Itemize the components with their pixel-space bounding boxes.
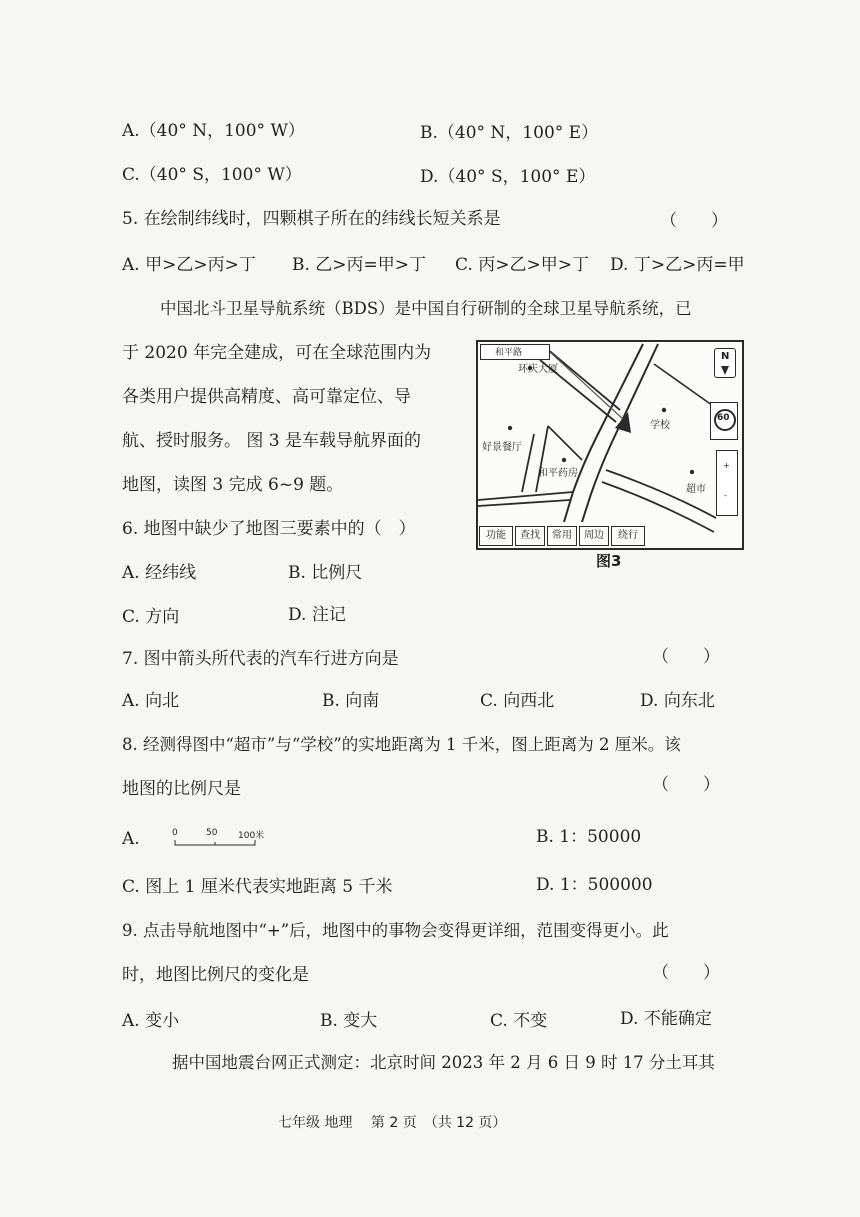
bds-intro-line-1: 中国北斗卫星导航系统（BDS）是中国自行研制的全球卫星导航系统，已 — [160, 299, 692, 318]
place-label-pharmacy: 和平药房 — [538, 468, 578, 479]
figure-3-caption: 图3 — [596, 552, 622, 570]
zoom-in-button[interactable]: + — [723, 461, 730, 470]
q8-answer-paren: （ ） — [652, 775, 720, 795]
q5-answer-paren: （ ） — [660, 211, 728, 231]
place-label-supermarket: 超市 — [686, 484, 706, 495]
q9-option-a: A. 变小 — [122, 1011, 180, 1031]
scale-label-50: 50 — [206, 828, 218, 838]
scale-label-100: 100米 — [238, 831, 265, 841]
speed-limit-value: 60 — [717, 413, 730, 423]
detour-button[interactable]: 绕行 — [611, 526, 645, 546]
q8-option-c: C. 图上 1 厘米代表实地距离 5 千米 — [122, 877, 393, 897]
q7-option-c: C. 向西北 — [480, 691, 555, 711]
search-button[interactable]: 查找 — [515, 526, 545, 546]
q4-option-a: A.（40° N，100° W） — [122, 121, 305, 141]
q5-option-b: B. 乙>丙=甲>丁 — [292, 255, 427, 275]
speed-limit-sign — [710, 402, 738, 440]
page-footer: 七年级 地理 第 2 页 （共 12 页） — [278, 1115, 507, 1131]
q5-stem: 5. 在绘制纬线时，四颗棋子所在的纬线长短关系是 — [122, 209, 501, 229]
q4-option-b: B.（40° N，100° E） — [420, 123, 599, 143]
compass-north-icon[interactable] — [714, 348, 736, 378]
nearby-button[interactable]: 周边 — [579, 526, 609, 546]
q7-answer-paren: （ ） — [652, 647, 720, 667]
q9-stem-line-2: 时，地图比例尺的变化是 — [122, 965, 309, 985]
q9-option-c: C. 不变 — [490, 1011, 548, 1031]
zoom-control — [716, 450, 738, 516]
earthquake-intro-line: 据中国地震台网正式测定：北京时间 2023 年 2 月 6 日 9 时 17 分土耳其 — [172, 1053, 715, 1072]
bds-intro-line-4: 航、授时服务。 图 3 是车载导航界面的 — [122, 431, 422, 451]
q5-option-a: A. 甲>乙>丙>丁 — [122, 255, 256, 275]
scale-label-0: 0 — [172, 828, 178, 838]
place-label-huanqing-building: 环庆大厦 — [518, 364, 558, 375]
bds-intro-line-5: 地图，读图 3 完成 6~9 题。 — [122, 475, 344, 495]
q6-stem: 6. 地图中缺少了地图三要素中的（ ） — [122, 519, 416, 539]
q6-option-c: C. 方向 — [122, 607, 180, 627]
scale-bar-graphic — [172, 828, 272, 850]
q6-option-b: B. 比例尺 — [288, 563, 363, 583]
q7-option-a: A. 向北 — [122, 691, 180, 711]
figure-3-navigation-map — [476, 340, 744, 550]
place-label-school: 学校 — [650, 420, 670, 431]
road-name-sign — [480, 344, 550, 360]
frequent-button[interactable]: 常用 — [547, 526, 577, 546]
zoom-out-button[interactable]: - — [724, 491, 727, 500]
q6-option-d: D. 注记 — [288, 605, 346, 625]
q8-option-b: B. 1：50000 — [536, 827, 642, 847]
q4-option-d: D.（40° S，100° E） — [420, 167, 596, 187]
q7-option-b: B. 向南 — [322, 691, 380, 711]
q5-option-c: C. 丙>乙>甲>丁 — [455, 255, 589, 275]
q8-stem-line-1: 8. 经测得图中“超市”与“学校”的实地距离为 1 千米，图上距离为 2 厘米。该 — [122, 735, 681, 754]
q7-option-d: D. 向东北 — [640, 691, 715, 711]
bds-intro-line-3: 各类用户提供高精度、高可靠定位、导 — [122, 387, 411, 407]
q8-stem-line-2: 地图的比例尺是 — [122, 779, 241, 799]
function-button[interactable]: 功能 — [479, 526, 513, 546]
q9-stem-line-1: 9. 点击导航地图中“+”后，地图中的事物会变得更详细，范围变得更小。此 — [122, 921, 669, 940]
q4-option-c: C.（40° S，100° W） — [122, 165, 302, 185]
q9-answer-paren: （ ） — [652, 963, 720, 983]
q8-option-d: D. 1：500000 — [536, 875, 653, 895]
road-name-label: 和平路 — [495, 348, 523, 358]
bds-intro-line-2: 于 2020 年完全建成，可在全球范围内为 — [122, 343, 432, 363]
q5-option-d: D. 丁>乙>丙=甲 — [610, 255, 745, 275]
place-label-restaurant: 好景餐厅 — [482, 442, 522, 453]
north-label: N — [721, 351, 730, 362]
q9-option-b: B. 变大 — [320, 1011, 378, 1031]
q7-stem: 7. 图中箭头所代表的汽车行进方向是 — [122, 649, 399, 669]
q6-option-a: A. 经纬线 — [122, 563, 197, 583]
q9-option-d: D. 不能确定 — [620, 1009, 712, 1029]
q8-option-a-prefix: A. — [122, 829, 140, 849]
